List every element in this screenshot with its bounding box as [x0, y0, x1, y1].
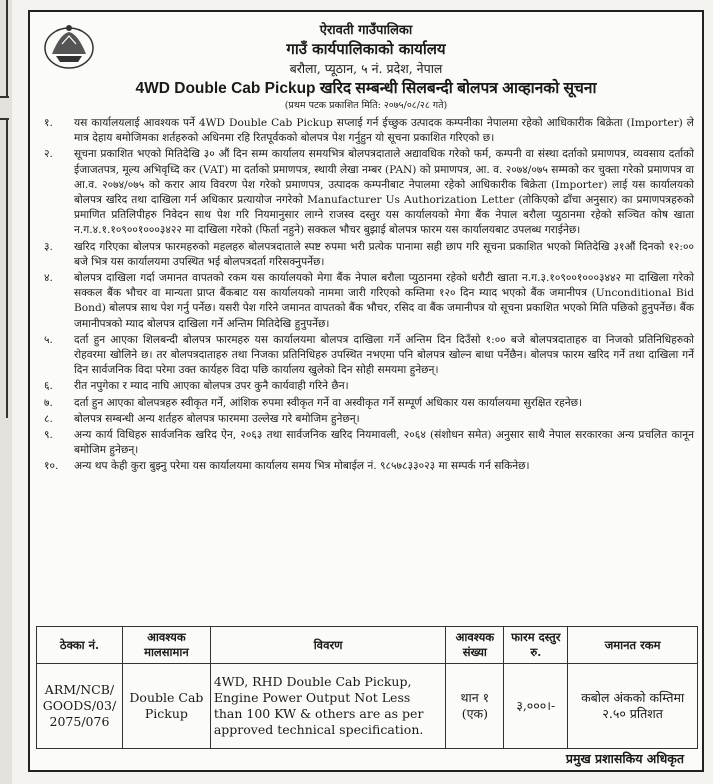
edge-line [0, 96, 9, 98]
col-security: जमानत रकम [568, 627, 698, 664]
office-name: गाउँ कार्यपालिकाको कार्यालय [286, 40, 446, 58]
cell-security: कबोल अंकको कम्तिमा २.५० प्रतिशत [568, 664, 698, 749]
list-item: ५. दर्ता हुन आएका शिलबन्दी बोलपत्र फारमहरु यस कार्यालयमा बोलपत्र दाखिला गर्ने अन्तिम दिन दिउँसो १:०० बजे बोलपत्रदाताहरु वा निजको प्रतिनिधिहरुको रोहवरमा खोलिने छ। तर बोलपत्रदाताहरु तथा निजका प्रतिनिधिहरु उपस्थित नभएमा पनि बोलपत्र खोल्न बाधा पर्नेछैन। बोलपत्र फारम खरिद गर्ने तथा दाखिला गर्ने दिन सार्वजनिक विदा परेमा उक्त कार्यहरु विदा पछि कार्यालय खुलेको दिन सोही समयमा हुनेछन्। [44, 333, 694, 377]
cell-contract-no: ARM/NCB/ GOODS/03/ 2075/076 [37, 664, 123, 749]
edge-line [6, 0, 8, 96]
cell-quantity: थान १ (एक) [446, 664, 504, 749]
tender-notice [28, 10, 704, 772]
cell-description: 4WD, RHD Double Cab Pickup, Engine Power Output Not Less than 100 KW & others are as per approved technical specification. [210, 664, 446, 749]
office-address: बरौला, प्यूठान, ५ नं. प्रदेश, नेपाल [289, 61, 443, 76]
tender-table [36, 626, 698, 749]
list-item: ८. बोलपत्र सम्बन्धी अन्य शर्तहरु बोलपत्र फारममा उल्लेख गरे बमोजिम हुनेछन्। [44, 412, 360, 425]
list-item: १. यस कार्यालयलाई आवश्यक पर्ने 4WD Double Cab Pickup सप्लाई गर्न ईच्छुक उत्पादक कम्पनीका नेपालमा रहेको आधिकारीक बिक्रेता (Importer) ले मात्र देहाय बमोजिमका शर्तहरुको अधिनमा रहि रितपूर्वकको बोलपत्र पेश गर्नुहुन यो सूचना प्रकाशित गरिएको छ। [44, 117, 694, 145]
list-item: ६. रीत नपुगेका र म्याद नाघि आएका बोलपत्र उपर कुनै कार्यवाही गरिने छैन। [44, 380, 349, 393]
col-contract-no: ठेक्का नं. [37, 627, 123, 664]
list-item: ९. अन्य कार्य विधिहरु सार्वजनिक खरिद ऐन, २०६३ तथा सार्वजनिक खरिद नियमावली, २०६४ (संशोधन समेत) अनुसार साथै नेपाल सरकारका अन्य प्रचलित कानून बमोजिम हुनेछन्। [44, 429, 694, 457]
list-item: ४. बोलपत्र दाखिला गर्दा जमानत वापतको रकम यस कार्यालयको मेगा बैंक नेपाल बरौला प्युठानमा रहेको धरौटी खाता न.ग.३.१०९००१०००३४४२ मा दाखिला गरेको सक्कल बैंक भौचर वा मान्यता प्राप्त बैंकबाट यस कार्यालयको नाममा जारी गरिएको कम्तिमा १२० दिन म्याद भएको बैंक जमानीपत्र (Unconditional Bid Bond) बोलपत्र साथ पेश गर्नु पर्नेछ। यसरी पेश गरिने जमानत वापतको बैंक भौचर, रसिद वा बैंक जमानीपत्र यो सूचना प्रकाशित भएको मिति पछिको हुनुपर्नेछ। बैंक जमानीपत्रको म्याद बोलपत्र दाखिला गर्ने अन्तिम मितिदेखि हुनुपर्नेछ। [44, 272, 694, 330]
list-item: २. सूचना प्रकाशित भएको मितिदेखि ३० औं दिन सम्म कार्यालय समयभित्र बोलपत्रदाताले अद्यावधिक गरेको फर्म, कम्पनी वा संस्था दर्ताको प्रमाणपत्र, व्यवसाय दर्ताको ईजाजतपत्र, मूल्य अभिवृध्दि कर (VAT) मा दर्ताको प्रमाणपत्र, स्थायी लेखा नम्बर (PAN) को प्रमाणपत्र, आ. व. २०७४/०७५ सम्मको कर चुक्ता गरेको प्रमाणपत्र वा आ.व. २०७४/०७५ को करार आय विवरण पेश गरेको प्रमाणपत्र, उत्पादक कम्पनीबाट नेपालमा रहेको आधिकारीक बिक्रेता (Importer) लाई यस कार्यालयको बोलपत्र खरिद तथा दाखिला गर्न अधिकार प्रत्यायोज नगरेको Manufacturer Us Authorization Letter (तोकिएको ढाँचा अनुसार) का प्रमाणपत्रहरुको प्रमाणित प्रतिलिपीहरु निवेदन साथ पेश गरि नियमानुसार लाग्ने राजस्व दस्तुर यस कार्यालयको मेगा बैंक नेपाल बरौला प्युठानमा रहेको सञ्चित कोष खाता न.ग.४.१.१०९००१०००३४२२ मा दाखिला गरेको (फिर्ता नहुने) सक्कल भौचर बुझाई बोलपत्र फारम यस कार्यालयबाट उपलब्ध गराईनेछ। [44, 148, 694, 237]
col-quantity: आवश्यक संख्या [446, 627, 504, 664]
col-item: आवश्यक मालसामान [122, 627, 210, 664]
edge-line [6, 118, 8, 418]
table-header-row [37, 627, 698, 664]
notice-title: 4WD Double Cab Pickup खरिद सम्बन्धी सिलबन्दी बोलपत्र आव्हानको सूचना [135, 80, 597, 97]
col-description: विवरण [210, 627, 446, 664]
publish-date: (प्रथम पटक प्रकाशित मिति: २०७५/०८/२८ गते) [284, 100, 448, 111]
list-item: ७. दर्ता हुन आएका बोलपत्रहरु स्वीकृत गर्ने, आंशिक रुपमा स्वीकृत गर्ने वा अस्वीकृत गर्ने सम्पूर्ण अधिकार यस कार्यालयमा सुरक्षित रहनेछ। [44, 396, 583, 409]
list-item: ३. खरिद गरिएका बोलपत्र फारमहरुको महलहरु बोलपत्रदाताले स्पष्ट रुपमा भरी प्रत्येक पानामा सही छाप गरि सूचना प्रकाशित भएको मितिदेखि ३१औं दिनको १२:०० बजे भित्र यस कार्यालयमा उपस्थित भई बोलपत्रदर्ता गरिसक्नुपर्नेछ। [44, 240, 694, 268]
list-item: १०. अन्य थप केही कुरा बुझ्नु परेमा यस कार्यालयमा कार्यालय समय भित्र मोबाईल नं. ९८५७८३३०२३ मा सम्पर्क गर्न सकिनेछ। [44, 460, 530, 473]
table-row [37, 664, 698, 749]
cell-fee: ३,०००।- [504, 664, 568, 749]
gaupalika-name: ऐरावती गाउँपालिका [319, 23, 413, 38]
terms-list [38, 116, 694, 476]
cell-item: Double Cab Pickup [122, 664, 210, 749]
signature: प्रमुख प्रशासकिय अधिकृत [565, 751, 684, 766]
col-fee: फारम दस्तुर रु. [504, 627, 568, 664]
